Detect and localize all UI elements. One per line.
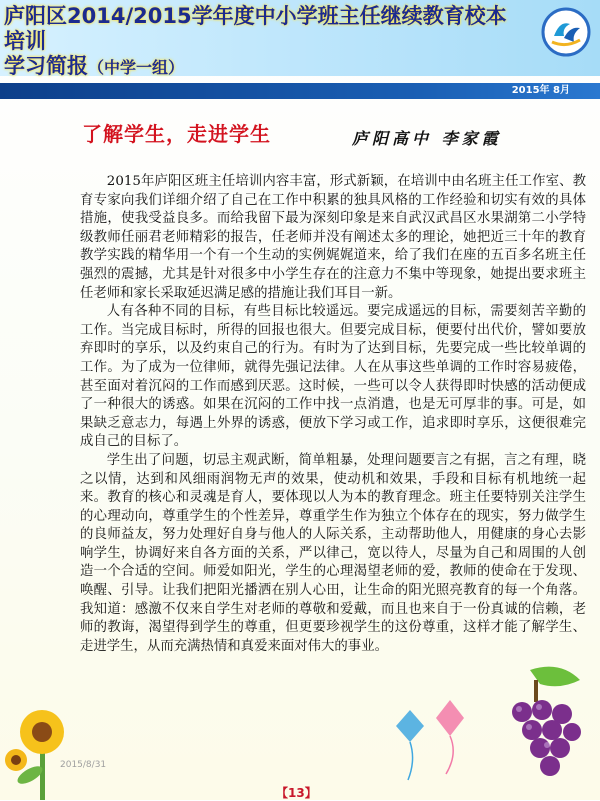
newsletter-title-line2 bbox=[4, 54, 524, 80]
article-title: 了解学生，走进学生 bbox=[82, 122, 271, 146]
newsletter-title bbox=[4, 4, 524, 80]
article-paragraph: 人有各种不同的目标，有些目标比较遥远。要完成遥远的目标，需要刻苦辛勤的工作。当完成目标时，所得的回报也很大。但要完成目标，便要付出代价，譬如要放弃即时的享乐，以及约束自己的行为。有时为了达到目标，先要完成一些比较单调的工作。为了成为一位律师，就得先强记法律。人在从事这些单调的工作时容易疲倦，甚至面对着沉闷的工作而感到厌恶。这时候，一些可以令人获得即时快感的活动便成了一种很大的诱惑。如果在沉闷的工作中找一点消遣，也是无可厚非的事。可是，如果缺乏意志力，每遇上外界的诱惑，便放下学习或工作，追求即时享乐，这便很难完成自己的目标了。 bbox=[80, 304, 586, 450]
footer-date: 2015/8/31 bbox=[60, 760, 107, 770]
article-paragraph: 学生出了问题，切忌主观武断，简单粗暴，处理问题要言之有据，言之有理，晓之以情，达到和风细雨润物无声的效果，使动机和效果，手段和目标有机地统一起来。教育的核心和灵魂是育人，要体现以人为本的教育理念。班主任要特别关注学生的心理动向，尊重学生的个性差异，尊重学生作为独立个体存在的现实，努力做学生的良师益友，努力处理好自身与他人的人际关系，主动帮助他人，用健康的身心去影响学生，协调好来自各方面的关系，严以律己，宽以待人，尽量为自己和周围的人创造一个合适的空间。师爱如阳光，学生的心理渴望老师的爱，教师的使命在于发现、唤醒、引导。让我们把阳光播洒在别人心田，让生命的阳光照亮教育的每一个角落。我知道：感激不仅来自学生对老师的尊敬和爱戴，而且也来自于一份真诚的信赖，老师的教诲，渴望得到学生的尊重，但更要珍视学生的这份尊重，这样才能了解学生、走进学生，从而充满热情和真爱来面对伟大的事业。 bbox=[80, 452, 586, 654]
page-number: 【13】 bbox=[276, 786, 317, 800]
issue-date: 2015年 8月 bbox=[511, 85, 570, 96]
school-logo-icon bbox=[540, 6, 592, 58]
newsletter-title-line1: 庐阳区2014/2015学年度中小学班主任继续教育校本培训 bbox=[4, 4, 507, 53]
article-author: 庐阳高中 李家霞 bbox=[352, 129, 502, 148]
header-rule bbox=[0, 83, 600, 99]
newsletter-title-main: 学习简报 bbox=[4, 54, 88, 78]
article-body bbox=[80, 173, 586, 656]
newsletter-title-group: （中学一组） bbox=[88, 58, 185, 77]
sunflower-icon bbox=[0, 690, 90, 800]
article-paragraph: 2015年庐阳区班主任培训内容丰富，形式新颖，在培训中由名班主任工作室、教育专家向我们详细介绍了自己在工作中积累的独具风格的工作经验和切实有效的具体措施，使我受益良多。而给我留下最为深刻印象是来自武汉武昌区水果湖第二小学特级教师任丽君老师精彩的报告，任老师并没有阐述太多的理论，她把近三十年的教育教学实践的精华用一个有一个生动的实例娓娓道来，给了我们在座的五百多名班主任强烈的震撼，尤其是针对很多中小学生存在的注意力不集中等现象，她提出要求班主任老师和家长采取延迟满足感的措施让我们耳目一新。 bbox=[80, 174, 586, 301]
grapes-icon bbox=[470, 660, 600, 800]
